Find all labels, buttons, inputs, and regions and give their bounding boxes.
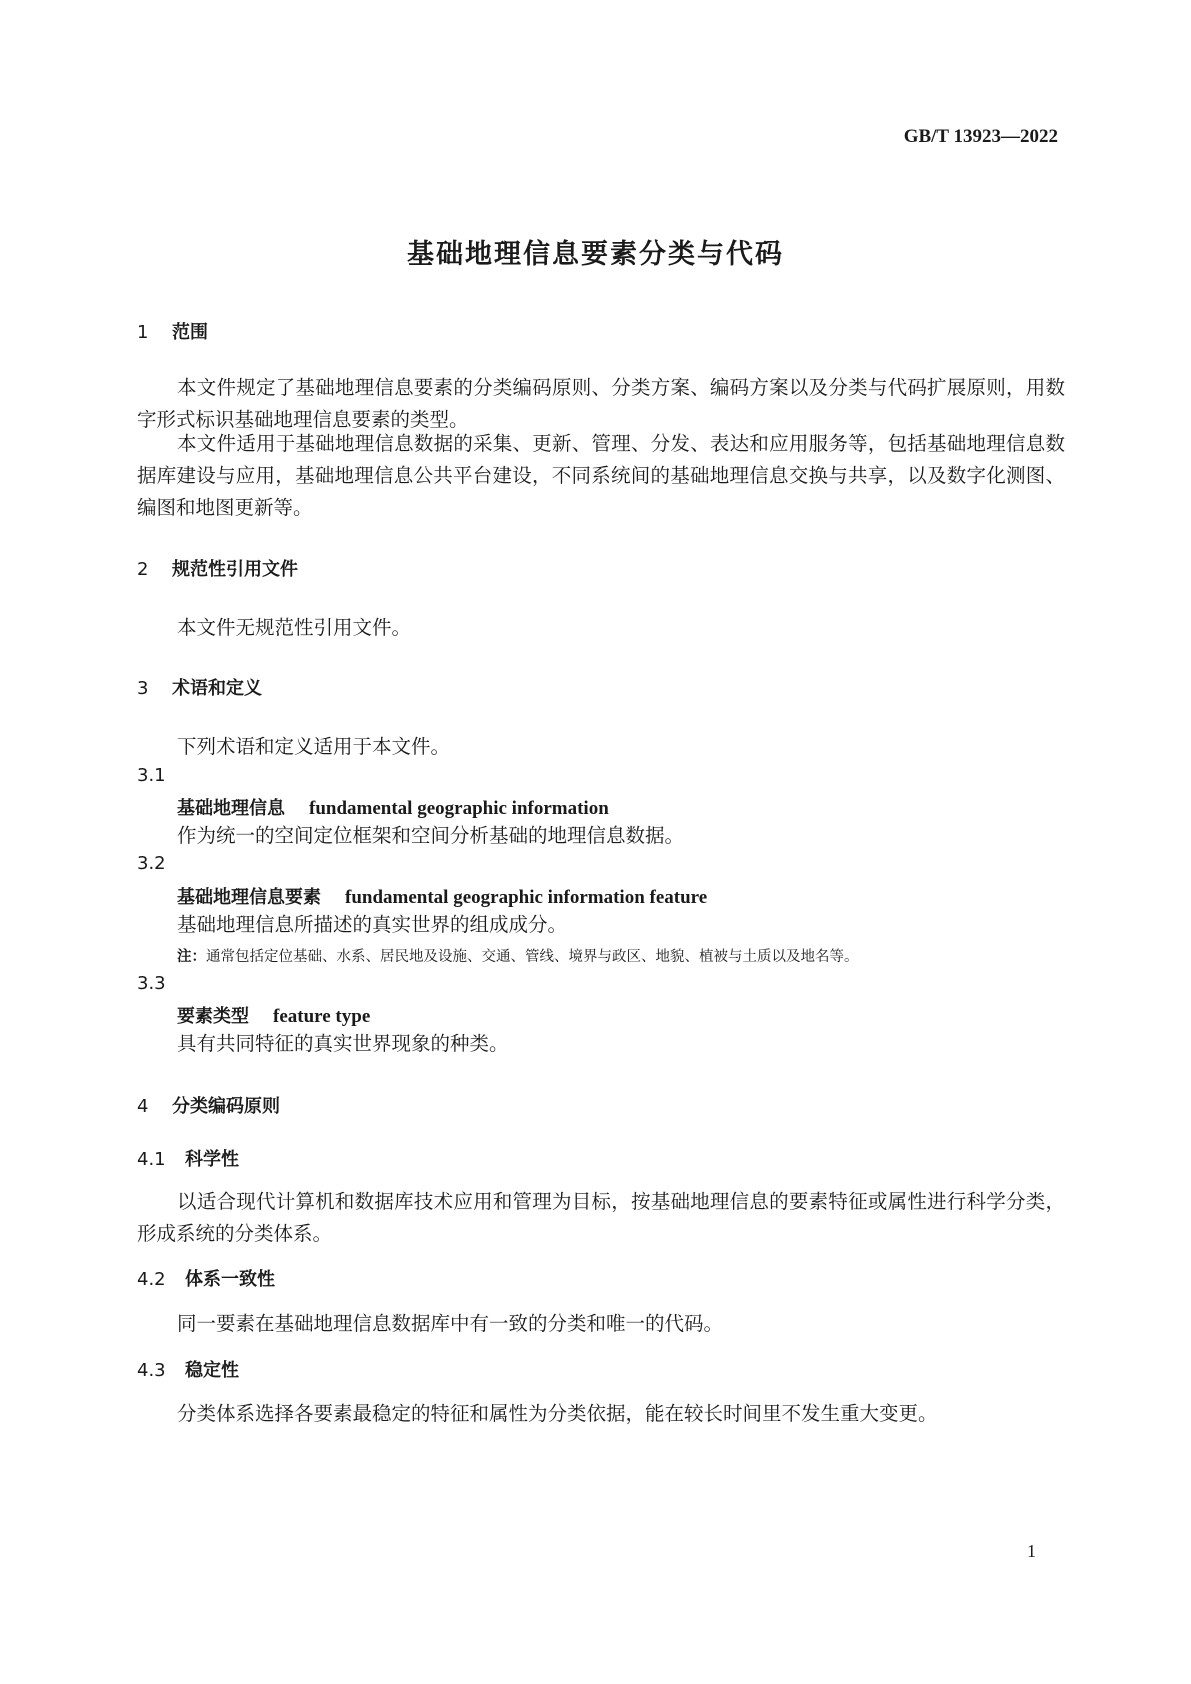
section-number: 1 — [137, 322, 149, 343]
section-number: 2 — [137, 559, 149, 580]
subsection-heading-4-2 — [137, 1265, 275, 1291]
section-title: 分类编码原则 — [172, 1096, 280, 1117]
section-heading-1 — [137, 318, 208, 344]
term-title — [177, 794, 609, 820]
section-title: 规范性引用文件 — [172, 559, 298, 580]
term-number: 3.3 — [137, 973, 166, 994]
subsection-title: 科学性 — [185, 1149, 239, 1170]
term-en: feature type — [273, 1006, 371, 1027]
subsection-number: 4.3 — [137, 1360, 166, 1381]
subsection-number: 4.1 — [137, 1149, 166, 1170]
term-en: fundamental geographic information feature — [345, 887, 708, 908]
term-number: 3.1 — [137, 765, 166, 786]
term-title — [177, 1002, 370, 1028]
subsection-4-2-paragraph: 同一要素在基础地理信息数据库中有一致的分类和唯一的代码。 — [177, 1312, 724, 1335]
section-number: 3 — [137, 678, 149, 699]
term-zh: 要素类型 — [177, 1006, 249, 1027]
subsection-heading-4-3 — [137, 1356, 239, 1382]
subsection-heading-4-1 — [137, 1145, 239, 1171]
term-zh: 基础地理信息要素 — [177, 887, 321, 908]
section-title: 术语和定义 — [172, 678, 262, 699]
section-number: 4 — [137, 1096, 149, 1117]
term-en: fundamental geographic information — [309, 798, 609, 819]
subsection-title: 稳定性 — [185, 1360, 239, 1381]
section-2-paragraph: 本文件无规范性引用文件。 — [177, 616, 412, 639]
subsection-4-3-paragraph: 分类体系选择各要素最稳定的特征和属性为分类依据，能在较长时间里不发生重大变更。 — [177, 1402, 938, 1425]
term-number: 3.2 — [137, 853, 166, 874]
term-note — [177, 945, 859, 966]
section-1-paragraph-1: 本文件规定了基础地理信息要素的分类编码原则、分类方案、编码方案以及分类与代码扩展原则，用数字形式标识基础地理信息要素的类型。 — [137, 376, 1065, 431]
term-definition: 具有共同特征的真实世界现象的种类。 — [177, 1032, 509, 1055]
section-heading-2 — [137, 555, 298, 581]
section-1-paragraph-2: 本文件适用于基础地理信息数据的采集、更新、管理、分发、表达和应用服务等，包括基础地理信息数据库建设与应用，基础地理信息公共平台建设，不同系统间的基础地理信息交换与共享，以及数字化测图、编图和地图更新等。 — [137, 432, 1065, 519]
section-heading-4 — [137, 1092, 280, 1118]
document-title: 基础地理信息要素分类与代码 — [407, 239, 784, 270]
subsection-4-1-paragraph: 以适合现代计算机和数据库技术应用和管理为目标，按基础地理信息的要素特征或属性进行科学分类，形成系统的分类体系。 — [137, 1190, 1065, 1245]
term-definition: 作为统一的空间定位框架和空间分析基础的地理信息数据。 — [177, 824, 685, 847]
term-definition: 基础地理信息所描述的真实世界的组成成分。 — [177, 913, 568, 936]
section-3-intro: 下列术语和定义适用于本文件。 — [177, 735, 451, 758]
subsection-title: 体系一致性 — [185, 1269, 275, 1290]
subsection-number: 4.2 — [137, 1269, 166, 1290]
term-zh: 基础地理信息 — [177, 798, 285, 819]
section-title: 范围 — [172, 322, 208, 343]
standard-number: GB/T 13923—2022 — [903, 126, 1058, 147]
note-text: 通常包括定位基础、水系、居民地及设施、交通、管线、境界与政区、地貌、植被与土质以及地名等。 — [206, 949, 859, 965]
note-label: 注： — [177, 949, 206, 965]
page-number: 1 — [1027, 1541, 1036, 1561]
section-heading-3 — [137, 674, 262, 700]
term-title — [177, 883, 707, 909]
